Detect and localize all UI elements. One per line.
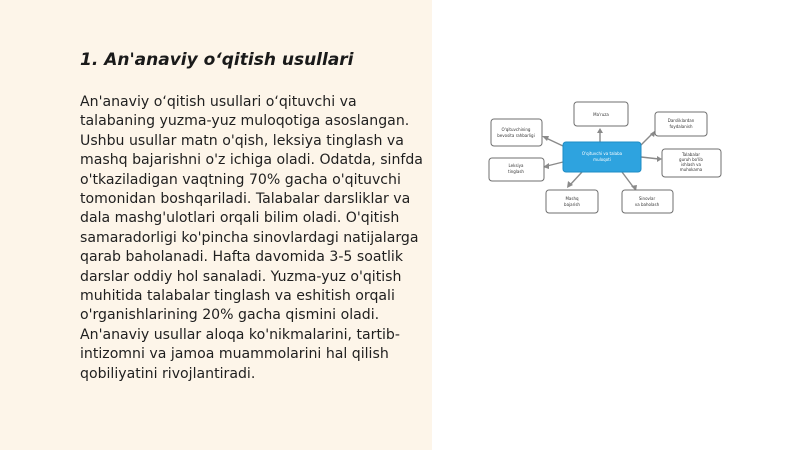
node-right-label-1: Talabalar bbox=[682, 152, 700, 157]
diagram-node-top-right bbox=[655, 112, 707, 136]
node-top-left-label-2: bevosita rahbarligi bbox=[497, 133, 535, 138]
node-right-label-3: ishlash va bbox=[680, 162, 702, 167]
arrowhead-top-left bbox=[542, 136, 549, 141]
node-bottom-left-label-1: Mashq bbox=[565, 196, 579, 201]
node-right-label-4: muhokama bbox=[679, 167, 703, 172]
arrow-right bbox=[641, 157, 659, 159]
diagram-center-node bbox=[563, 142, 641, 172]
arrow-bottom-left bbox=[570, 172, 582, 185]
node-left-label-1: Leksiya bbox=[508, 163, 524, 168]
node-top-left-label-1: O'qituvchining bbox=[501, 127, 531, 132]
node-bottom-left-label-2: bajarish bbox=[564, 202, 580, 207]
node-bottom-right-label-1: Sinovlar bbox=[638, 196, 656, 201]
diagram-node-bottom-right bbox=[622, 190, 673, 213]
arrow-left bbox=[547, 162, 563, 166]
mind-map-diagram bbox=[476, 96, 736, 220]
node-left-label-2: tinglash bbox=[508, 169, 524, 174]
diagram-node-right bbox=[662, 149, 721, 177]
center-label-line-2: muloqoti bbox=[593, 157, 611, 162]
diagram-node-bottom-left bbox=[546, 190, 598, 213]
arrow-top-right bbox=[640, 133, 653, 146]
node-top-label: Ma'ruza bbox=[593, 112, 609, 117]
arrowhead-top bbox=[597, 128, 603, 133]
node-right-label-2: guruh bo'lib bbox=[679, 157, 703, 162]
diagram-node-top bbox=[574, 102, 628, 126]
node-top-right-label-1: Darsliklardan bbox=[667, 118, 695, 123]
diagram-node-top-left bbox=[491, 119, 542, 146]
slide-body-text: An'anaviy o‘qitish usullari o‘qituvchi va talabaning yuzma-yuz muloqotiga asoslangan. Ushbu usullar matn o'qish, leksiya tinglash va mashq bajarishni o'z ichiga oladi. Odatda, sinfda o'tkaziladigan vaqtning 70% gacha o'qituvchi tomonidan boshqariladi. Talabalar darsliklar va dala mashg'ulotlari orqali bilim oladi. O'qitish samaradorligi ko'pincha sinovlardagi natijalarga qarab baholanadi. Hafta davomida 3-5 soatlik darslar oddiy hol sanaladi. Yuzma-yuz o'qitish muhitida talabalar tinglash va eshitish orqali o'rganishlarining 20% gacha qismini oladi. An'anaviy usullar aloqa ko'nikmalarini, tartib-intizomni va jamoa muammolarini hal qilish qobiliyatini rivojlantiradi. bbox=[80, 94, 423, 382]
arrow-top-left bbox=[546, 138, 563, 146]
node-bottom-right-label-2: va baholash bbox=[634, 202, 660, 207]
node-top-right-label-2: foydalanish bbox=[669, 124, 693, 129]
slide-title: 1. An'anaviy o‘qitish usullari bbox=[80, 50, 354, 70]
arrowhead-right bbox=[657, 156, 662, 162]
center-label-line-1: O'qituvchi va talaba bbox=[581, 151, 623, 156]
arrow-bottom-right bbox=[622, 172, 634, 188]
diagram-node-left bbox=[489, 158, 544, 181]
